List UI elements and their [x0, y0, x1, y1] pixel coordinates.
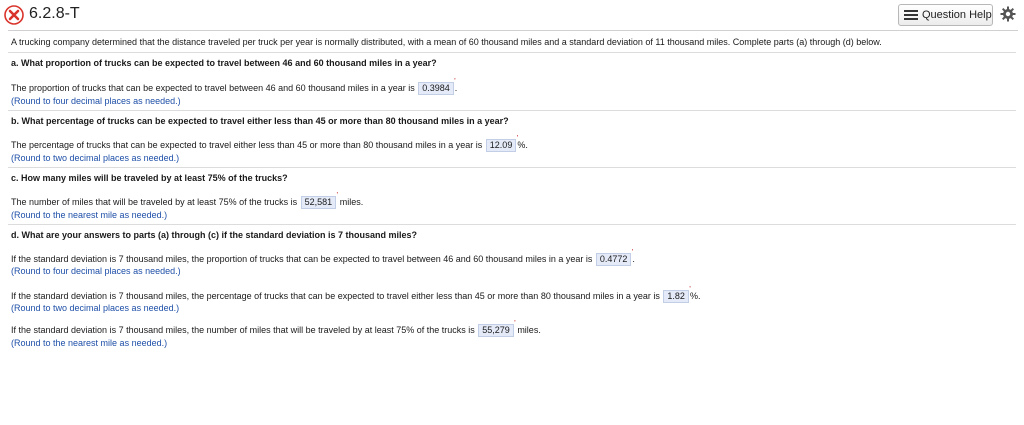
- part-d3-hint: (Round to the nearest mile as needed.): [11, 338, 168, 348]
- edit-mark-icon: ’: [336, 191, 339, 200]
- part-d3-suffix: miles.: [517, 325, 541, 335]
- part-d1-answer-box[interactable]: [596, 248, 634, 266]
- part-d3-answer-box[interactable]: [478, 319, 516, 337]
- divider: [8, 224, 1016, 225]
- part-d1-answer: 0.4772: [599, 254, 628, 264]
- incorrect-x-icon: [4, 5, 24, 25]
- part-c-hint: (Round to the nearest mile as needed.): [11, 210, 168, 220]
- part-a-response: [11, 77, 458, 95]
- part-d1-hint: (Round to four decimal places as needed.): [11, 266, 181, 276]
- part-d2-hint: (Round to two decimal places as needed.): [11, 303, 180, 313]
- part-b-question: b. What percentage of trucks can be expected to travel either less than 45 or more than 80 thousand miles in a year?: [11, 116, 509, 126]
- part-d2-answer-box[interactable]: [663, 285, 691, 303]
- part-d1-text: If the standard deviation is 7 thousand miles, the proportion of trucks that can be expected to travel between 46 and 60 thousand miles in a year is: [11, 254, 593, 264]
- part-a-suffix: .: [454, 83, 458, 93]
- part-d2-response: [11, 285, 701, 303]
- part-a-answer-box[interactable]: [418, 77, 456, 95]
- edit-mark-icon: ’: [631, 248, 634, 257]
- part-a-hint: (Round to four decimal places as needed.): [11, 96, 181, 106]
- edit-mark-icon: ’: [516, 134, 519, 143]
- divider: [8, 167, 1016, 168]
- part-c-answer: 52,581: [304, 197, 333, 207]
- part-d3-answer: 55,279: [482, 325, 510, 335]
- part-d2-suffix: %.: [689, 291, 701, 301]
- part-d1-response: [11, 248, 635, 266]
- part-d1-suffix: .: [632, 254, 635, 264]
- header-divider: [8, 30, 1018, 31]
- problem-statement: A trucking company determined that the distance traveled per truck per year is normally distributed, with a mean of 60 thousand miles and a standard deviation of 11 thousand miles. Complete parts (a) through (d) below.: [11, 37, 882, 47]
- question-help-label: Question Help: [922, 9, 992, 21]
- part-c-question: c. How many miles will be traveled by at least 75% of the trucks?: [11, 173, 288, 183]
- header-bar: [0, 0, 1024, 30]
- part-a-text: The proportion of trucks that can be expected to travel between 46 and 60 thousand miles in a year is: [11, 83, 415, 93]
- gear-icon[interactable]: [1000, 6, 1016, 22]
- part-b-answer: 12.09: [489, 140, 513, 150]
- edit-mark-icon: ’: [454, 77, 456, 86]
- part-d2-text: If the standard deviation is 7 thousand miles, the percentage of trucks that can be expected to travel either less than 45 or more than 80 thousand miles in a year is: [11, 291, 660, 301]
- part-b-response: [11, 134, 528, 152]
- part-a-answer: 0.3984: [422, 83, 450, 93]
- part-b-hint: (Round to two decimal places as needed.): [11, 153, 180, 163]
- part-d2-answer: 1.82: [667, 291, 685, 301]
- part-d3-response: [11, 319, 541, 337]
- question-help-button[interactable]: [898, 4, 993, 26]
- question-title: 6.2.8-T: [29, 5, 80, 22]
- divider: [8, 52, 1016, 53]
- list-icon: [904, 10, 918, 20]
- part-b-answer-box[interactable]: [486, 134, 519, 152]
- part-c-response: [11, 191, 364, 209]
- part-b-suffix: %.: [517, 140, 528, 150]
- part-c-answer-box[interactable]: [301, 191, 339, 209]
- edit-mark-icon: ’: [514, 319, 516, 328]
- part-d-question: d. What are your answers to parts (a) through (c) if the standard deviation is 7 thousand miles?: [11, 230, 418, 240]
- part-c-suffix: miles.: [339, 197, 364, 207]
- part-d3-text: If the standard deviation is 7 thousand miles, the number of miles that will be traveled by at least 75% of the trucks is: [11, 325, 475, 335]
- divider: [8, 110, 1016, 111]
- part-c-text: The number of miles that will be traveled by at least 75% of the trucks is: [11, 197, 298, 207]
- part-a-question: a. What proportion of trucks can be expected to travel between 46 and 60 thousand miles in a year?: [11, 58, 437, 68]
- edit-mark-icon: ’: [689, 285, 691, 294]
- part-b-text: The percentage of trucks that can be expected to travel either less than 45 or more than 80 thousand miles in a year is: [11, 140, 483, 150]
